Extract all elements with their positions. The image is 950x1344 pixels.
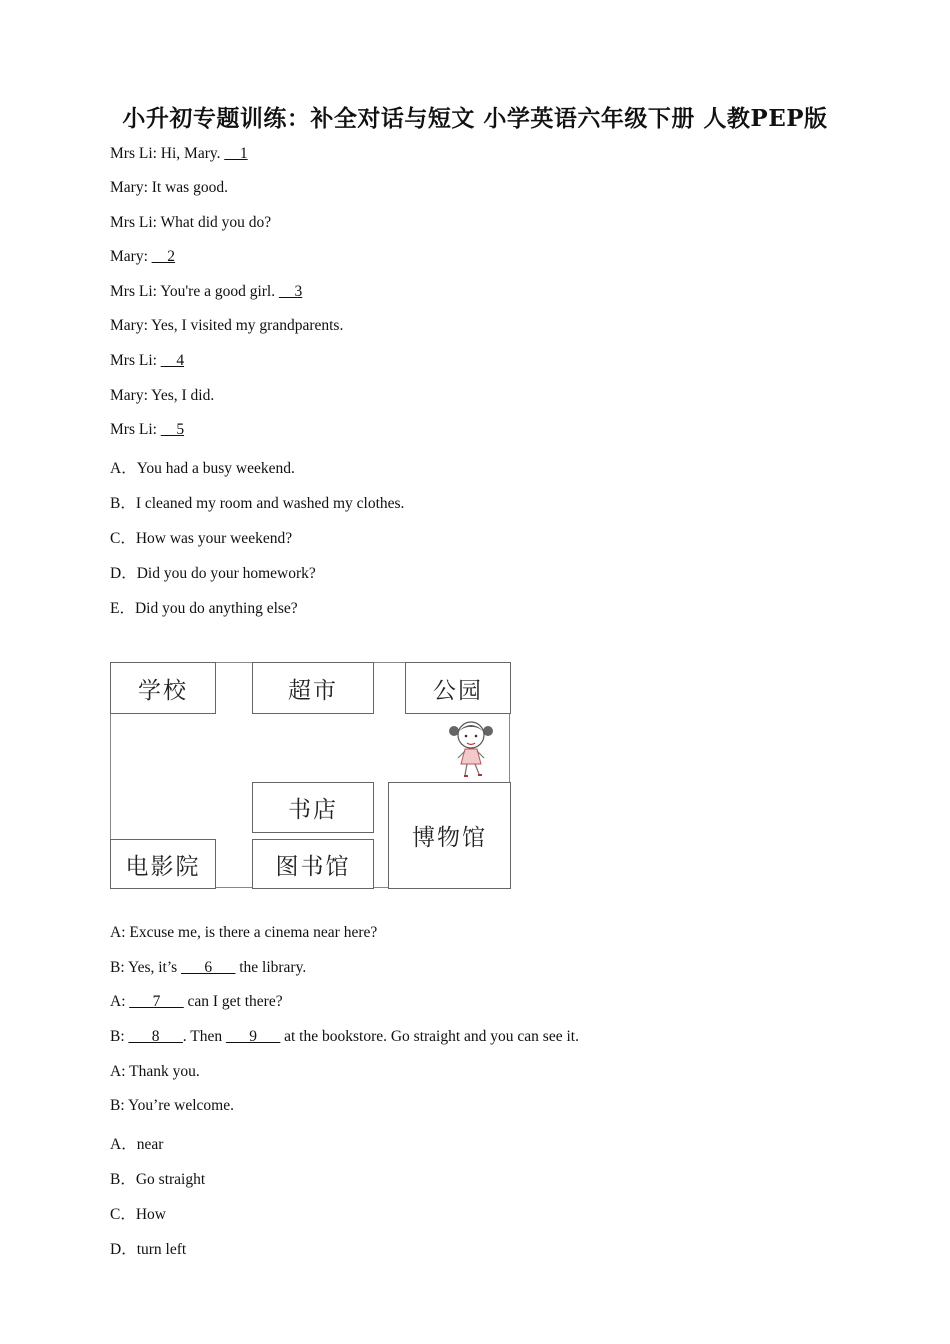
dialogue1-line: Mary: Yes, I did. (110, 387, 215, 404)
blank-7[interactable]: ___7___ (129, 993, 184, 1010)
dialogue1-line: Mrs Li: __4 (110, 352, 185, 369)
blank-1[interactable]: __1 (224, 145, 248, 162)
map-cinema: 电影院 (110, 839, 216, 889)
blank-4[interactable]: __4 (160, 352, 185, 369)
map-library: 图书馆 (252, 839, 374, 889)
dialogue2-line: A: Excuse me, is there a cinema near here? (110, 924, 378, 941)
blank-8[interactable]: ___8___ (128, 1028, 183, 1045)
option-c: C．How was your weekend? (110, 530, 293, 547)
dialogue1-line: Mrs Li: What did you do? (110, 214, 272, 231)
dialogue2-line: A: Thank you. (110, 1063, 200, 1080)
map-park: 公园 (405, 662, 511, 714)
option-b: B．Go straight (110, 1171, 206, 1188)
dialogue1-line: Mary: __2 (110, 248, 176, 265)
map-museum: 博物馆 (388, 782, 511, 889)
blank-9[interactable]: ___9___ (225, 1028, 281, 1045)
map-school: 学校 (110, 662, 216, 714)
option-e: E．Did you do anything else? (110, 600, 298, 617)
blank-2[interactable]: __2 (151, 248, 176, 265)
map-bookstore: 书店 (252, 782, 374, 833)
dialogue1-line: Mary: It was good. (110, 179, 228, 196)
blank-3[interactable]: __3 (279, 283, 303, 300)
option-b: B．I cleaned my room and washed my clothes. (110, 495, 405, 512)
dialogue2-line: B: Yes, it’s ___6___ the library. (110, 959, 307, 976)
dialogue1-line: Mary: Yes, I visited my grandparents. (110, 317, 344, 334)
dialogue1-line: Mrs Li: Hi, Mary. __1 (110, 145, 248, 162)
dialogue1-line: Mrs Li: You're a good girl. __3 (110, 283, 303, 300)
option-a: A．You had a busy weekend. (110, 460, 295, 477)
dialogue2-line: B: ___8___. Then ___9___ at the bookstore. Go straight and you can see it. (110, 1028, 579, 1045)
option-d: D．Did you do your homework? (110, 565, 316, 582)
map-supermarket: 超市 (252, 662, 374, 714)
dialogue2-line: A: ___7___ can I get there? (110, 993, 283, 1010)
blank-6[interactable]: ___6___ (181, 959, 236, 976)
page-title: 小升初专题训练：补全对话与短文 小学英语六年级下册 人教PEP版 (122, 105, 828, 132)
dialogue2-line: B: You’re welcome. (110, 1097, 234, 1114)
option-d: D．turn left (110, 1241, 187, 1258)
option-a: A．near (110, 1136, 164, 1153)
girl-figure-icon (447, 718, 497, 780)
option-c: C．How (110, 1206, 166, 1223)
street-map (110, 662, 510, 888)
blank-5[interactable]: __5 (160, 421, 185, 438)
dialogue1-line: Mrs Li: __5 (110, 421, 185, 438)
